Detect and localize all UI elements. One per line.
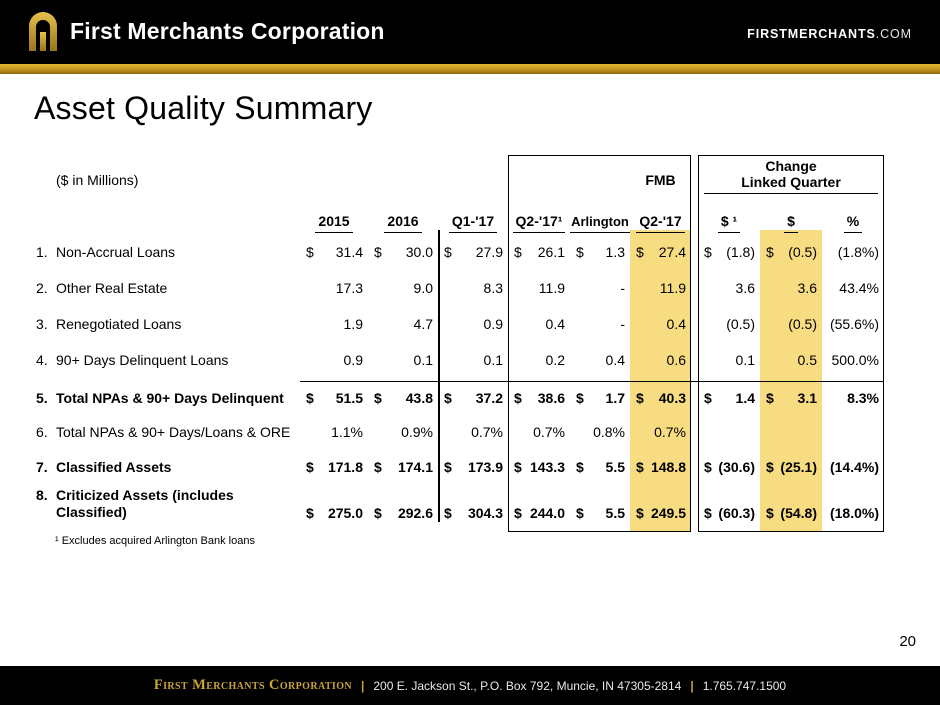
- table-cell: [508, 352, 570, 368]
- column-header-label: Q2-'17¹: [513, 213, 566, 233]
- table-cell: [822, 352, 884, 368]
- cell-value: 40.3: [658, 390, 686, 406]
- table-row: [34, 383, 884, 413]
- cell-value: 1.4: [735, 390, 755, 406]
- table-cell: [368, 244, 438, 260]
- row-label: [34, 390, 300, 407]
- cell-value: 11.9: [538, 280, 565, 296]
- table-cell: [630, 244, 691, 260]
- table-cell: [438, 352, 508, 368]
- column-header: [822, 213, 884, 233]
- table-cell: [368, 459, 438, 475]
- dollar-sign: $: [636, 390, 644, 406]
- table-cell: [822, 459, 884, 475]
- table-cell: [760, 244, 822, 260]
- total-separator-line: [300, 381, 884, 382]
- dollar-sign: $: [374, 459, 382, 475]
- table-cell: [630, 352, 691, 368]
- table-cell: [760, 280, 822, 296]
- table-cell: [508, 316, 570, 332]
- cell-value: 5.5: [605, 459, 625, 475]
- column-header-label: Q2-'17: [636, 213, 684, 233]
- cell-value: (0.5): [788, 316, 817, 332]
- table-cell: [368, 390, 438, 406]
- cell-value: 30.0: [405, 244, 433, 260]
- cell-value: 11.9: [659, 280, 686, 296]
- cell-value: 0.1: [483, 352, 503, 368]
- cell-value: 174.1: [397, 459, 433, 475]
- column-header-label: $: [784, 213, 798, 233]
- cell-value: 27.4: [658, 244, 686, 260]
- cell-value: 0.6: [666, 352, 686, 368]
- cell-value: (14.4%): [829, 459, 879, 475]
- table-cell: [698, 244, 760, 260]
- dollar-sign: $: [704, 459, 712, 475]
- table-cell: [438, 390, 508, 406]
- table-cell: [438, 424, 508, 440]
- table-header-row: [34, 211, 884, 233]
- site-url-main: FIRSTMERCHANTS: [747, 27, 876, 41]
- cell-value: 8.3%: [847, 390, 879, 406]
- cell-value: (25.1): [780, 459, 817, 475]
- dollar-sign: $: [306, 244, 314, 260]
- cell-value: 0.5: [797, 352, 817, 368]
- table-cell: [760, 352, 822, 368]
- cell-value: (18.0%): [829, 505, 879, 521]
- cell-value: 38.6: [537, 390, 565, 406]
- table-cell: [438, 459, 508, 475]
- row-label: [34, 487, 300, 521]
- table-cell: [698, 390, 760, 406]
- cell-value: (1.8%): [837, 244, 879, 260]
- column-header-label: 2016: [384, 213, 421, 233]
- table-cell: [698, 316, 760, 332]
- table-cell: [698, 280, 760, 296]
- cell-value: 171.8: [327, 459, 363, 475]
- table-cell: [438, 316, 508, 332]
- table-cell: [368, 505, 438, 521]
- table-cell: [630, 280, 691, 296]
- cell-value: 0.9: [483, 316, 503, 332]
- table-cell: [368, 316, 438, 332]
- cell-value: (55.6%): [829, 316, 879, 332]
- table-footnote: ¹ Excludes acquired Arlington Bank loans: [55, 535, 255, 547]
- table-cell: [630, 459, 691, 475]
- dollar-sign: $: [374, 505, 382, 521]
- label-line: Classified Assets: [56, 458, 172, 475]
- column-header: [368, 213, 438, 233]
- table-cell: [822, 280, 884, 296]
- row-label-text: [56, 459, 171, 476]
- table-cell: [300, 316, 368, 332]
- table-cell: [760, 390, 822, 406]
- change-label-line2: Linked Quarter: [741, 174, 841, 190]
- cell-value: 1.9: [343, 316, 363, 332]
- label-line: Other Real Estate: [56, 279, 168, 296]
- row-label-text: [56, 244, 175, 261]
- dollar-sign: $: [514, 505, 522, 521]
- table-cell: [368, 352, 438, 368]
- table-cell: [508, 390, 570, 406]
- cell-value: 275.0: [327, 505, 363, 521]
- dollar-sign: $: [306, 390, 314, 406]
- cell-value: 0.7%: [654, 424, 686, 440]
- cell-value: 5.5: [605, 505, 625, 521]
- cell-value: 8.3: [483, 280, 503, 296]
- table-cell: [438, 280, 508, 296]
- table-cell: [438, 505, 508, 521]
- table-cell: [630, 316, 691, 332]
- table-cell: [570, 424, 630, 440]
- table-cell: [570, 244, 630, 260]
- column-header-label: %: [844, 213, 862, 233]
- table-cell: [630, 390, 691, 406]
- dollar-sign: $: [576, 459, 584, 475]
- table-cell: [300, 390, 368, 406]
- dollar-sign: $: [704, 505, 712, 521]
- units-label: ($ in Millions): [56, 172, 139, 188]
- table-cell: [300, 505, 368, 521]
- cell-value: 26.1: [537, 244, 565, 260]
- dollar-sign: $: [576, 244, 584, 260]
- table-cell: [300, 244, 368, 260]
- table-cell: [698, 459, 760, 475]
- cell-value: -: [620, 280, 625, 296]
- cell-value: 37.2: [475, 390, 503, 406]
- cell-value: 173.9: [467, 459, 503, 475]
- table-cell: [630, 505, 691, 521]
- cell-value: 292.6: [397, 505, 433, 521]
- cell-value: 43.8: [405, 390, 433, 406]
- cell-value: -: [620, 316, 625, 332]
- label-line: Classified): [56, 504, 127, 520]
- table-row: [34, 237, 884, 267]
- table-cell: [368, 424, 438, 440]
- table-cell: [822, 390, 884, 406]
- cell-value: 0.1: [735, 352, 755, 368]
- table-cell: [570, 352, 630, 368]
- row-label: [34, 424, 300, 441]
- table-cell: [300, 424, 368, 440]
- row-label-text: [56, 316, 181, 333]
- row-label: [34, 316, 300, 333]
- gold-stripe: [0, 64, 940, 74]
- cell-value: 0.4: [666, 316, 686, 332]
- row-label: [34, 244, 300, 261]
- change-label-line1: Change: [765, 158, 817, 174]
- table-cell: [698, 352, 760, 368]
- cell-value: 0.7%: [533, 424, 565, 440]
- table-row: [34, 345, 884, 375]
- fmb-group-label: FMB: [645, 172, 676, 188]
- column-header-label: Arlington: [570, 214, 630, 233]
- dollar-sign: $: [444, 459, 452, 475]
- cell-value: 43.4%: [839, 280, 879, 296]
- table-cell: [570, 390, 630, 406]
- cell-value: (60.3): [718, 505, 755, 521]
- cell-value: 4.7: [413, 316, 433, 332]
- column-header-label: Q1-'17: [449, 213, 497, 233]
- cell-value: 0.4: [605, 352, 625, 368]
- dollar-sign: $: [766, 390, 774, 406]
- table-cell: [630, 424, 691, 440]
- dollar-sign: $: [766, 459, 774, 475]
- cell-value: 0.2: [545, 352, 565, 368]
- row-label: [34, 280, 300, 297]
- cell-value: (54.8): [780, 505, 817, 521]
- change-group-label: [704, 158, 878, 194]
- row-label: [34, 352, 300, 369]
- row-number: 3.: [36, 315, 48, 332]
- brand: [26, 10, 385, 52]
- table-cell: [760, 316, 822, 332]
- column-header: [508, 213, 570, 233]
- table-cell: [822, 244, 884, 260]
- dollar-sign: $: [514, 244, 522, 260]
- dollar-sign: $: [374, 390, 382, 406]
- footer-separator: |: [361, 678, 365, 693]
- cell-value: 304.3: [467, 505, 503, 521]
- column-header: [570, 213, 630, 233]
- dollar-sign: $: [374, 244, 382, 260]
- brand-name: First Merchants Corporation: [70, 17, 385, 44]
- cell-value: (0.5): [726, 316, 755, 332]
- row-number: 2.: [36, 279, 48, 296]
- table-cell: [508, 459, 570, 475]
- column-header: [760, 213, 822, 233]
- table-cell: [508, 280, 570, 296]
- page-number: 20: [899, 633, 916, 650]
- row-number: 7.: [36, 458, 48, 475]
- cell-value: 1.1%: [331, 424, 363, 440]
- table-cell: [822, 316, 884, 332]
- column-header-label: $ ¹: [718, 213, 740, 233]
- row-number: 8.: [36, 487, 48, 503]
- dollar-sign: $: [576, 505, 584, 521]
- cell-value: 31.4: [335, 244, 363, 260]
- cell-value: 249.5: [650, 505, 686, 521]
- table-cell: [508, 244, 570, 260]
- cell-value: 1.7: [605, 390, 625, 406]
- cell-value: 3.6: [797, 280, 817, 296]
- table-cell: [300, 280, 368, 296]
- dollar-sign: $: [766, 244, 774, 260]
- cell-value: 51.5: [335, 390, 363, 406]
- cell-value: 143.3: [529, 459, 565, 475]
- cell-value: 0.7%: [471, 424, 503, 440]
- table-cell: [570, 316, 630, 332]
- column-header: [630, 213, 691, 233]
- asset-quality-table: [34, 155, 904, 565]
- footer-phone: 1.765.747.1500: [702, 678, 787, 693]
- dollar-sign: $: [766, 505, 774, 521]
- cell-value: 9.0: [413, 280, 433, 296]
- dollar-sign: $: [576, 390, 584, 406]
- row-label-text: [56, 487, 234, 521]
- cell-value: 0.9%: [401, 424, 433, 440]
- logo-icon: [26, 10, 60, 52]
- dollar-sign: $: [444, 505, 452, 521]
- table-cell: [570, 459, 630, 475]
- dollar-sign: $: [704, 390, 712, 406]
- label-line: Renegotiated Loans: [56, 315, 182, 332]
- cell-value: 0.1: [413, 352, 433, 368]
- table-row: [34, 273, 884, 303]
- footer-separator: |: [690, 678, 694, 693]
- row-number: 5.: [36, 389, 48, 406]
- table-row: [34, 309, 884, 339]
- cell-value: 0.8%: [593, 424, 625, 440]
- dollar-sign: $: [444, 390, 452, 406]
- table-row: [34, 482, 884, 524]
- table-cell: [438, 244, 508, 260]
- site-url-suffix: .COM: [875, 27, 912, 41]
- table-cell: [760, 505, 822, 521]
- cell-value: (0.5): [788, 244, 817, 260]
- row-label: [34, 459, 300, 476]
- dollar-sign: $: [306, 459, 314, 475]
- table-cell: [508, 505, 570, 521]
- dollar-sign: $: [514, 459, 522, 475]
- table-row: [34, 452, 884, 482]
- table-cell: [300, 352, 368, 368]
- table-row: [34, 417, 884, 447]
- cell-value: 17.3: [335, 280, 363, 296]
- table-cell: [822, 505, 884, 521]
- table-cell: [508, 424, 570, 440]
- table-cell: [698, 505, 760, 521]
- row-number: 4.: [36, 351, 48, 368]
- footer-bar: [0, 666, 940, 705]
- column-header-label: 2015: [315, 213, 352, 233]
- row-label-text: [56, 390, 284, 407]
- cell-value: 244.0: [529, 505, 565, 521]
- table-cell: [570, 280, 630, 296]
- row-label-text: [56, 280, 167, 297]
- cell-value: (1.8): [726, 244, 755, 260]
- cell-value: 3.1: [797, 390, 817, 406]
- dollar-sign: $: [636, 505, 644, 521]
- cell-value: 27.9: [475, 244, 503, 260]
- table-cell: [760, 459, 822, 475]
- cell-value: 148.8: [650, 459, 686, 475]
- cell-value: 0.9: [343, 352, 363, 368]
- cell-value: 500.0%: [831, 352, 879, 368]
- footer-address: 200 E. Jackson St., P.O. Box 792, Muncie, IN 47305-2814: [373, 678, 682, 693]
- table-cell: [570, 505, 630, 521]
- table-cell: [368, 280, 438, 296]
- row-number: 6.: [36, 423, 48, 440]
- cell-value: 0.4: [545, 316, 565, 332]
- dollar-sign: $: [636, 459, 644, 475]
- table-cell: [300, 459, 368, 475]
- dollar-sign: $: [704, 244, 712, 260]
- label-line: Non-Accrual Loans: [56, 243, 176, 260]
- site-url: [747, 27, 912, 41]
- label-line: Total NPAs & 90+ Days Delinquent: [56, 389, 284, 406]
- label-line: 90+ Days Delinquent Loans: [56, 351, 229, 368]
- top-bar: [0, 0, 940, 64]
- row-label-text: [56, 352, 228, 369]
- label-line: Criticized Assets (includes: [56, 487, 234, 503]
- row-number: 1.: [36, 243, 48, 260]
- column-header: [438, 213, 508, 233]
- dollar-sign: $: [306, 505, 314, 521]
- label-line: Total NPAs & 90+ Days/Loans & ORE: [56, 423, 291, 440]
- dollar-sign: $: [514, 390, 522, 406]
- footer-brand: First Merchants Corporation: [153, 677, 352, 693]
- page-title: Asset Quality Summary: [34, 90, 373, 126]
- column-header: [698, 213, 760, 233]
- dollar-sign: $: [636, 244, 644, 260]
- dollar-sign: $: [444, 244, 452, 260]
- cell-value: (30.6): [718, 459, 755, 475]
- cell-value: 1.3: [605, 244, 625, 260]
- column-header: [300, 213, 368, 233]
- cell-value: 3.6: [735, 280, 755, 296]
- row-label-text: [56, 424, 290, 441]
